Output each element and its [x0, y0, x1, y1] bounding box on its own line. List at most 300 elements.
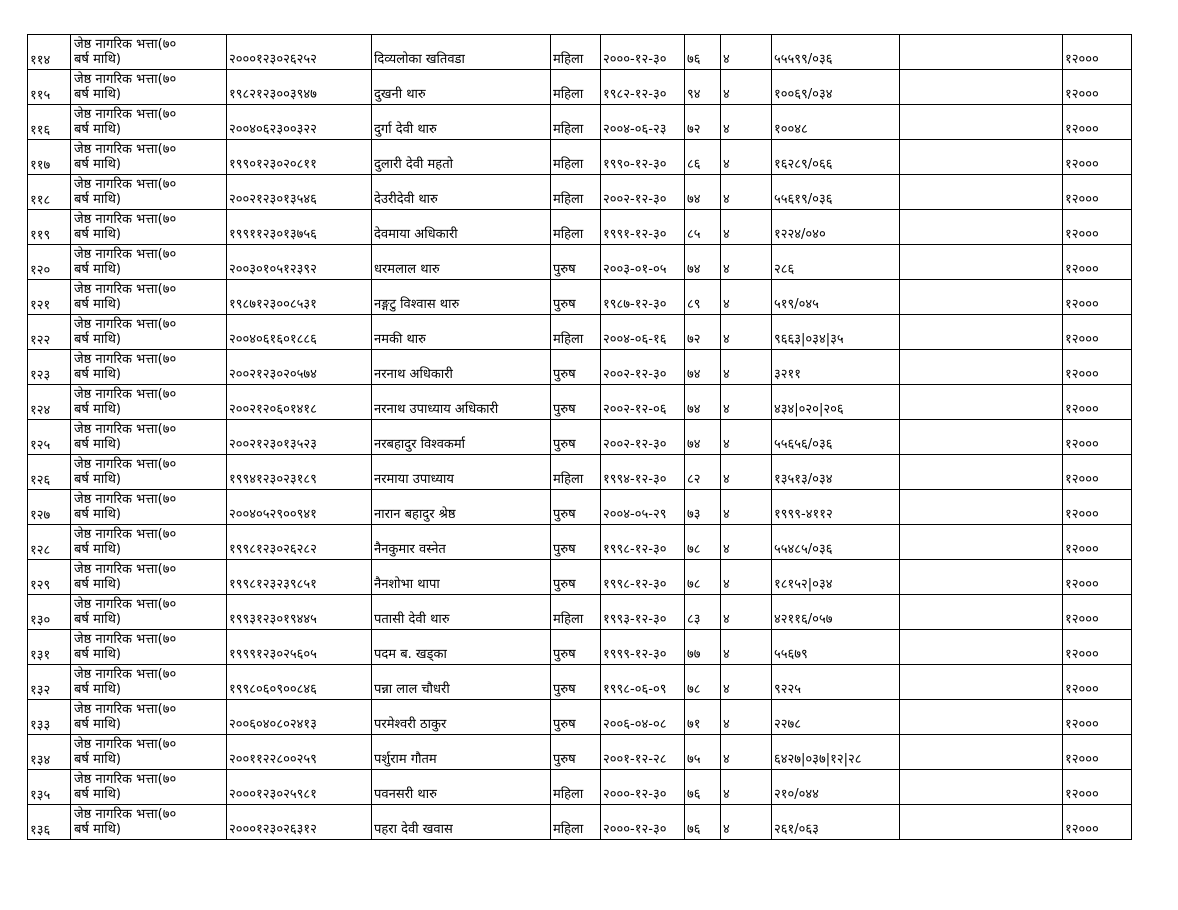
- id-number-cell: १९९४१२३०२३१८९: [227, 455, 372, 490]
- scheme-line-1: जेष्ठ नागरिक भत्ता(७०: [74, 142, 177, 157]
- id-number-cell: २००४०६१६०१८८६: [227, 315, 372, 350]
- scheme-line-2: बर्ष माथि): [74, 682, 121, 697]
- serial-number-cell: १२४: [28, 385, 71, 420]
- scheme-line-2: बर्ष माथि): [74, 472, 121, 487]
- beneficiary-name-cell: देवमाया अधिकारी: [372, 210, 551, 245]
- birth-date-cell: २००२-१२-०६: [601, 385, 685, 420]
- beneficiary-name-cell: नैनशोभा थापा: [372, 560, 551, 595]
- allowance-amount-cell: १२०००: [1063, 70, 1132, 105]
- id-number-cell: २००६०४०८०२४१३: [227, 700, 372, 735]
- serial-number-cell: ११४: [28, 35, 71, 70]
- id-number-cell: २०००१२३०२६३१२: [227, 805, 372, 840]
- age-cell: ७६: [685, 770, 721, 805]
- remarks-cell: [900, 700, 1063, 735]
- certificate-number-cell: ६४२७|०३७|१२|२८: [772, 735, 900, 770]
- scheme-line-1: जेष्ठ नागरिक भत्ता(७०: [74, 177, 177, 192]
- age-cell: ८३: [685, 595, 721, 630]
- scheme-cell: [71, 700, 227, 735]
- table-row: [28, 175, 1132, 210]
- id-number-cell: १९९८१२३०२६२८२: [227, 525, 372, 560]
- gender-cell: पुरुष: [551, 630, 601, 665]
- gender-cell: पुरुष: [551, 490, 601, 525]
- scheme-line-1: जेष्ठ नागरिक भत्ता(७०: [74, 667, 177, 682]
- allowance-amount-cell: १२०००: [1063, 35, 1132, 70]
- id-number-cell: २००३०१०५१२३९२: [227, 245, 372, 280]
- remarks-cell: [900, 210, 1063, 245]
- scheme-line-2: बर्ष माथि): [74, 332, 121, 347]
- birth-date-cell: २००१-१२-२८: [601, 735, 685, 770]
- scheme-cell: [71, 175, 227, 210]
- scheme-cell: [71, 315, 227, 350]
- scheme-line-1: जेष्ठ नागरिक भत्ता(७०: [74, 72, 177, 87]
- ward-cell: ४: [721, 595, 772, 630]
- table-row: [28, 770, 1132, 805]
- remarks-cell: [900, 735, 1063, 770]
- certificate-number-cell: ९६६३|०३४|३५: [772, 315, 900, 350]
- scheme-line-2: बर्ष माथि): [74, 542, 121, 557]
- gender-cell: पुरुष: [551, 525, 601, 560]
- table-row: [28, 630, 1132, 665]
- id-number-cell: १९८२१२३००३९४७: [227, 70, 372, 105]
- beneficiary-name-cell: परमेश्वरी ठाकुर: [372, 700, 551, 735]
- gender-cell: महिला: [551, 70, 601, 105]
- scheme-cell: [71, 420, 227, 455]
- scheme-line-1: जेष्ठ नागरिक भत्ता(७०: [74, 737, 177, 752]
- ward-cell: ४: [721, 280, 772, 315]
- ward-cell: ४: [721, 70, 772, 105]
- gender-cell: महिला: [551, 770, 601, 805]
- gender-cell: पुरुष: [551, 245, 601, 280]
- gender-cell: महिला: [551, 35, 601, 70]
- remarks-cell: [900, 245, 1063, 280]
- age-cell: ८५: [685, 210, 721, 245]
- beneficiary-name-cell: नङ्गटु विश्वास थारु: [372, 280, 551, 315]
- scheme-cell: [71, 70, 227, 105]
- ward-cell: ४: [721, 35, 772, 70]
- id-number-cell: २००११२२८००२५९: [227, 735, 372, 770]
- beneficiary-name-cell: पन्ना लाल चौधरी: [372, 665, 551, 700]
- serial-number-cell: १३६: [28, 805, 71, 840]
- scheme-line-2: बर्ष माथि): [74, 402, 121, 417]
- id-number-cell: २००२१२०६०१४१८: [227, 385, 372, 420]
- ward-cell: ४: [721, 525, 772, 560]
- remarks-cell: [900, 560, 1063, 595]
- age-cell: ७४: [685, 385, 721, 420]
- scheme-line-1: जेष्ठ नागरिक भत्ता(७०: [74, 597, 177, 612]
- scheme-line-2: बर्ष माथि): [74, 717, 121, 732]
- table-row: [28, 665, 1132, 700]
- age-cell: ८६: [685, 140, 721, 175]
- birth-date-cell: २००२-१२-३०: [601, 175, 685, 210]
- gender-cell: पुरुष: [551, 385, 601, 420]
- remarks-cell: [900, 770, 1063, 805]
- scheme-line-2: बर्ष माथि): [74, 612, 121, 627]
- birth-date-cell: १९९४-१२-३०: [601, 455, 685, 490]
- ward-cell: ४: [721, 420, 772, 455]
- ward-cell: ४: [721, 665, 772, 700]
- remarks-cell: [900, 350, 1063, 385]
- birth-date-cell: १९९३-१२-३०: [601, 595, 685, 630]
- ward-cell: ४: [721, 385, 772, 420]
- certificate-number-cell: १००४८: [772, 105, 900, 140]
- scheme-cell: [71, 455, 227, 490]
- remarks-cell: [900, 35, 1063, 70]
- ward-cell: ४: [721, 700, 772, 735]
- age-cell: ७४: [685, 245, 721, 280]
- beneficiary-name-cell: दिव्यलोका खतिवडा: [372, 35, 551, 70]
- id-number-cell: १९९११२३०१३७५६: [227, 210, 372, 245]
- allowance-amount-cell: १२०००: [1063, 700, 1132, 735]
- scheme-cell: [71, 665, 227, 700]
- birth-date-cell: १९८७-१२-३०: [601, 280, 685, 315]
- birth-date-cell: २००४-०५-२९: [601, 490, 685, 525]
- age-cell: ७४: [685, 175, 721, 210]
- table-row: [28, 805, 1132, 840]
- remarks-cell: [900, 490, 1063, 525]
- scheme-line-1: जेष्ठ नागरिक भत्ता(७०: [74, 352, 177, 367]
- scheme-line-2: बर्ष माथि): [74, 577, 121, 592]
- serial-number-cell: ११६: [28, 105, 71, 140]
- id-number-cell: १९९३१२३०१९४४५: [227, 595, 372, 630]
- id-number-cell: १९९९१२३०२५६०५: [227, 630, 372, 665]
- allowance-amount-cell: १२०००: [1063, 525, 1132, 560]
- remarks-cell: [900, 630, 1063, 665]
- certificate-number-cell: १८१५२|०३४: [772, 560, 900, 595]
- certificate-number-cell: २८६: [772, 245, 900, 280]
- table-row: [28, 420, 1132, 455]
- age-cell: ७४: [685, 420, 721, 455]
- gender-cell: महिला: [551, 210, 601, 245]
- beneficiary-name-cell: पर्शुराम गौतम: [372, 735, 551, 770]
- allowance-amount-cell: १२०००: [1063, 770, 1132, 805]
- beneficiary-name-cell: नरनाथ अधिकारी: [372, 350, 551, 385]
- scheme-cell: [71, 805, 227, 840]
- scheme-line-1: जेष्ठ नागरिक भत्ता(७०: [74, 492, 177, 507]
- ward-cell: ४: [721, 735, 772, 770]
- scheme-cell: [71, 105, 227, 140]
- gender-cell: महिला: [551, 105, 601, 140]
- allowance-amount-cell: १२०००: [1063, 630, 1132, 665]
- ward-cell: ४: [721, 455, 772, 490]
- ward-cell: ४: [721, 350, 772, 385]
- gender-cell: महिला: [551, 595, 601, 630]
- remarks-cell: [900, 280, 1063, 315]
- scheme-cell: [71, 140, 227, 175]
- age-cell: ७१: [685, 700, 721, 735]
- birth-date-cell: १९९८-०६-०९: [601, 665, 685, 700]
- age-cell: ७३: [685, 490, 721, 525]
- serial-number-cell: १२०: [28, 245, 71, 280]
- table-row: [28, 560, 1132, 595]
- scheme-line-1: जेष्ठ नागरिक भत्ता(७०: [74, 247, 177, 262]
- ward-cell: ४: [721, 245, 772, 280]
- scheme-line-1: जेष्ठ नागरिक भत्ता(७०: [74, 807, 177, 822]
- certificate-number-cell: ५५६७९: [772, 630, 900, 665]
- table-row: [28, 735, 1132, 770]
- ward-cell: ४: [721, 140, 772, 175]
- ward-cell: ४: [721, 630, 772, 665]
- birth-date-cell: २००२-१२-३०: [601, 420, 685, 455]
- certificate-number-cell: १३५१३/०३४: [772, 455, 900, 490]
- table-body: [28, 35, 1132, 840]
- birth-date-cell: २०००-१२-३०: [601, 805, 685, 840]
- table-row: [28, 210, 1132, 245]
- id-number-cell: १९९०१२३०२०८११: [227, 140, 372, 175]
- age-cell: ७६: [685, 805, 721, 840]
- table-row: [28, 140, 1132, 175]
- scheme-cell: [71, 525, 227, 560]
- ward-cell: ४: [721, 210, 772, 245]
- table-row: [28, 700, 1132, 735]
- remarks-cell: [900, 525, 1063, 560]
- allowance-amount-cell: १२०००: [1063, 665, 1132, 700]
- gender-cell: पुरुष: [551, 560, 601, 595]
- age-cell: ७८: [685, 560, 721, 595]
- scheme-line-2: बर्ष माथि): [74, 297, 121, 312]
- certificate-number-cell: १९९९-४११२: [772, 490, 900, 525]
- gender-cell: पुरुष: [551, 735, 601, 770]
- serial-number-cell: १२६: [28, 455, 71, 490]
- age-cell: ७८: [685, 525, 721, 560]
- certificate-number-cell: १००६९/०३४: [772, 70, 900, 105]
- certificate-number-cell: ३२११: [772, 350, 900, 385]
- scheme-cell: [71, 245, 227, 280]
- birth-date-cell: १९९८-१२-३०: [601, 560, 685, 595]
- serial-number-cell: १२३: [28, 350, 71, 385]
- gender-cell: पुरुष: [551, 350, 601, 385]
- certificate-number-cell: २६१/०६३: [772, 805, 900, 840]
- remarks-cell: [900, 455, 1063, 490]
- scheme-cell: [71, 560, 227, 595]
- serial-number-cell: १३५: [28, 770, 71, 805]
- beneficiary-name-cell: दुखनी थारु: [372, 70, 551, 105]
- scheme-cell: [71, 35, 227, 70]
- scheme-cell: [71, 385, 227, 420]
- birth-date-cell: २०००-१२-३०: [601, 35, 685, 70]
- scheme-line-1: जेष्ठ नागरिक भत्ता(७०: [74, 772, 177, 787]
- certificate-number-cell: १६२८९/०६६: [772, 140, 900, 175]
- birth-date-cell: २००४-०६-१६: [601, 315, 685, 350]
- serial-number-cell: १३१: [28, 630, 71, 665]
- remarks-cell: [900, 665, 1063, 700]
- table-row: [28, 385, 1132, 420]
- age-cell: ७५: [685, 735, 721, 770]
- serial-number-cell: १३०: [28, 595, 71, 630]
- allowance-amount-cell: १२०००: [1063, 245, 1132, 280]
- gender-cell: महिला: [551, 455, 601, 490]
- scheme-cell: [71, 280, 227, 315]
- remarks-cell: [900, 315, 1063, 350]
- birth-date-cell: २००६-०४-०८: [601, 700, 685, 735]
- birth-date-cell: २००३-०१-०५: [601, 245, 685, 280]
- gender-cell: पुरुष: [551, 700, 601, 735]
- ward-cell: ४: [721, 770, 772, 805]
- birth-date-cell: १९८२-१२-३०: [601, 70, 685, 105]
- certificate-number-cell: ४२११६/०५७: [772, 595, 900, 630]
- allowance-amount-cell: १२०००: [1063, 210, 1132, 245]
- remarks-cell: [900, 140, 1063, 175]
- remarks-cell: [900, 105, 1063, 140]
- allowance-amount-cell: १२०००: [1063, 350, 1132, 385]
- id-number-cell: २००२१२३०२०५७४: [227, 350, 372, 385]
- scheme-line-1: जेष्ठ नागरिक भत्ता(७०: [74, 632, 177, 647]
- scheme-cell: [71, 630, 227, 665]
- scheme-cell: [71, 595, 227, 630]
- scheme-line-1: जेष्ठ नागरिक भत्ता(७०: [74, 37, 177, 52]
- remarks-cell: [900, 805, 1063, 840]
- beneficiary-name-cell: धरमलाल थारु: [372, 245, 551, 280]
- ward-cell: ४: [721, 490, 772, 525]
- allowance-amount-cell: १२०००: [1063, 490, 1132, 525]
- birth-date-cell: २००२-१२-३०: [601, 350, 685, 385]
- table-row: [28, 350, 1132, 385]
- scheme-line-1: जेष्ठ नागरिक भत्ता(७०: [74, 527, 177, 542]
- ward-cell: ४: [721, 805, 772, 840]
- table-row: [28, 490, 1132, 525]
- remarks-cell: [900, 70, 1063, 105]
- scheme-line-2: बर्ष माथि): [74, 122, 121, 137]
- scheme-cell: [71, 350, 227, 385]
- allowance-amount-cell: १२०००: [1063, 315, 1132, 350]
- beneficiary-name-cell: पतासी देवी थारु: [372, 595, 551, 630]
- serial-number-cell: ११५: [28, 70, 71, 105]
- beneficiary-name-cell: पहरा देवी खवास: [372, 805, 551, 840]
- birth-date-cell: २०००-१२-३०: [601, 770, 685, 805]
- age-cell: ७४: [685, 350, 721, 385]
- beneficiary-name-cell: पवनसरी थारु: [372, 770, 551, 805]
- scheme-line-1: जेष्ठ नागरिक भत्ता(७०: [74, 702, 177, 717]
- gender-cell: महिला: [551, 175, 601, 210]
- certificate-number-cell: ४३४|०२०|२०६: [772, 385, 900, 420]
- beneficiary-name-cell: दुलारी देवी महतो: [372, 140, 551, 175]
- serial-number-cell: ११७: [28, 140, 71, 175]
- scheme-line-2: बर्ष माथि): [74, 367, 121, 382]
- serial-number-cell: १३३: [28, 700, 71, 735]
- certificate-number-cell: ५५६५६/०३६: [772, 420, 900, 455]
- table-row: [28, 35, 1132, 70]
- beneficiary-name-cell: दुर्गा देवी थारु: [372, 105, 551, 140]
- id-number-cell: २०००१२३०२६२५२: [227, 35, 372, 70]
- table-row: [28, 455, 1132, 490]
- id-number-cell: २००२१२३०१३५४६: [227, 175, 372, 210]
- id-number-cell: २००४०६२३००३२२: [227, 105, 372, 140]
- gender-cell: पुरुष: [551, 420, 601, 455]
- allowance-amount-cell: १२०००: [1063, 385, 1132, 420]
- certificate-number-cell: ५५४८५/०३६: [772, 525, 900, 560]
- scheme-line-2: बर्ष माथि): [74, 157, 121, 172]
- birth-date-cell: १९९८-१२-३०: [601, 525, 685, 560]
- scheme-cell: [71, 735, 227, 770]
- scheme-line-2: बर्ष माथि): [74, 787, 121, 802]
- scheme-line-2: बर्ष माथि): [74, 262, 121, 277]
- table-row: [28, 70, 1132, 105]
- id-number-cell: २००२१२३०१३५२३: [227, 420, 372, 455]
- remarks-cell: [900, 420, 1063, 455]
- ward-cell: ४: [721, 560, 772, 595]
- serial-number-cell: १३२: [28, 665, 71, 700]
- ward-cell: ४: [721, 175, 772, 210]
- scheme-cell: [71, 490, 227, 525]
- beneficiary-name-cell: नरबहादुर विश्वकर्मा: [372, 420, 551, 455]
- serial-number-cell: १२७: [28, 490, 71, 525]
- scheme-line-2: बर्ष माथि): [74, 192, 121, 207]
- birth-date-cell: १९९९-१२-३०: [601, 630, 685, 665]
- age-cell: ७७: [685, 630, 721, 665]
- allowance-amount-cell: १२०००: [1063, 140, 1132, 175]
- allowance-amount-cell: १२०००: [1063, 455, 1132, 490]
- birth-date-cell: २००४-०६-२३: [601, 105, 685, 140]
- scheme-line-2: बर्ष माथि): [74, 507, 121, 522]
- scheme-line-2: बर्ष माथि): [74, 227, 121, 242]
- table-row: [28, 105, 1132, 140]
- serial-number-cell: १२१: [28, 280, 71, 315]
- serial-number-cell: १२५: [28, 420, 71, 455]
- age-cell: ७८: [685, 665, 721, 700]
- scheme-line-2: बर्ष माथि): [74, 437, 121, 452]
- table-row: [28, 315, 1132, 350]
- scheme-line-1: जेष्ठ नागरिक भत्ता(७०: [74, 107, 177, 122]
- age-cell: ७२: [685, 315, 721, 350]
- scheme-line-1: जेष्ठ नागरिक भत्ता(७०: [74, 457, 177, 472]
- beneficiary-name-cell: नरमाया उपाध्याय: [372, 455, 551, 490]
- certificate-number-cell: ५१९/०४५: [772, 280, 900, 315]
- allowance-amount-cell: १२०००: [1063, 105, 1132, 140]
- allowance-amount-cell: १२०००: [1063, 280, 1132, 315]
- allowance-amount-cell: १२०००: [1063, 735, 1132, 770]
- certificate-number-cell: ९२२५: [772, 665, 900, 700]
- scheme-line-2: बर्ष माथि): [74, 647, 121, 662]
- serial-number-cell: १३४: [28, 735, 71, 770]
- scheme-line-2: बर्ष माथि): [74, 52, 121, 67]
- certificate-number-cell: ५५५९९/०३६: [772, 35, 900, 70]
- serial-number-cell: ११८: [28, 175, 71, 210]
- beneficiary-name-cell: देउरीदेवी थारु: [372, 175, 551, 210]
- birth-date-cell: १९९१-१२-३०: [601, 210, 685, 245]
- allowance-amount-cell: १२०००: [1063, 175, 1132, 210]
- id-number-cell: १९९८१२३२३९८५१: [227, 560, 372, 595]
- certificate-number-cell: ५५६१९/०३६: [772, 175, 900, 210]
- scheme-line-1: जेष्ठ नागरिक भत्ता(७०: [74, 317, 177, 332]
- age-cell: ८९: [685, 280, 721, 315]
- scheme-line-1: जेष्ठ नागरिक भत्ता(७०: [74, 422, 177, 437]
- beneficiary-name-cell: नरनाथ उपाध्याय अधिकारी: [372, 385, 551, 420]
- remarks-cell: [900, 175, 1063, 210]
- allowance-amount-cell: १२०००: [1063, 805, 1132, 840]
- gender-cell: महिला: [551, 315, 601, 350]
- age-cell: ७२: [685, 105, 721, 140]
- scheme-line-2: बर्ष माथि): [74, 752, 121, 767]
- beneficiary-name-cell: पदम ब. खड्का: [372, 630, 551, 665]
- serial-number-cell: १२९: [28, 560, 71, 595]
- scheme-line-2: बर्ष माथि): [74, 87, 121, 102]
- id-number-cell: २०००१२३०२५९८१: [227, 770, 372, 805]
- table-row: [28, 280, 1132, 315]
- age-cell: ९४: [685, 70, 721, 105]
- age-cell: ७६: [685, 35, 721, 70]
- age-cell: ८२: [685, 455, 721, 490]
- ward-cell: ४: [721, 105, 772, 140]
- serial-number-cell: १२२: [28, 315, 71, 350]
- remarks-cell: [900, 595, 1063, 630]
- scheme-cell: [71, 210, 227, 245]
- serial-number-cell: १२८: [28, 525, 71, 560]
- remarks-cell: [900, 385, 1063, 420]
- beneficiary-table: [27, 34, 1132, 840]
- certificate-number-cell: २१०/०४४: [772, 770, 900, 805]
- birth-date-cell: १९९०-१२-३०: [601, 140, 685, 175]
- gender-cell: पुरुष: [551, 665, 601, 700]
- certificate-number-cell: १२२४/०४०: [772, 210, 900, 245]
